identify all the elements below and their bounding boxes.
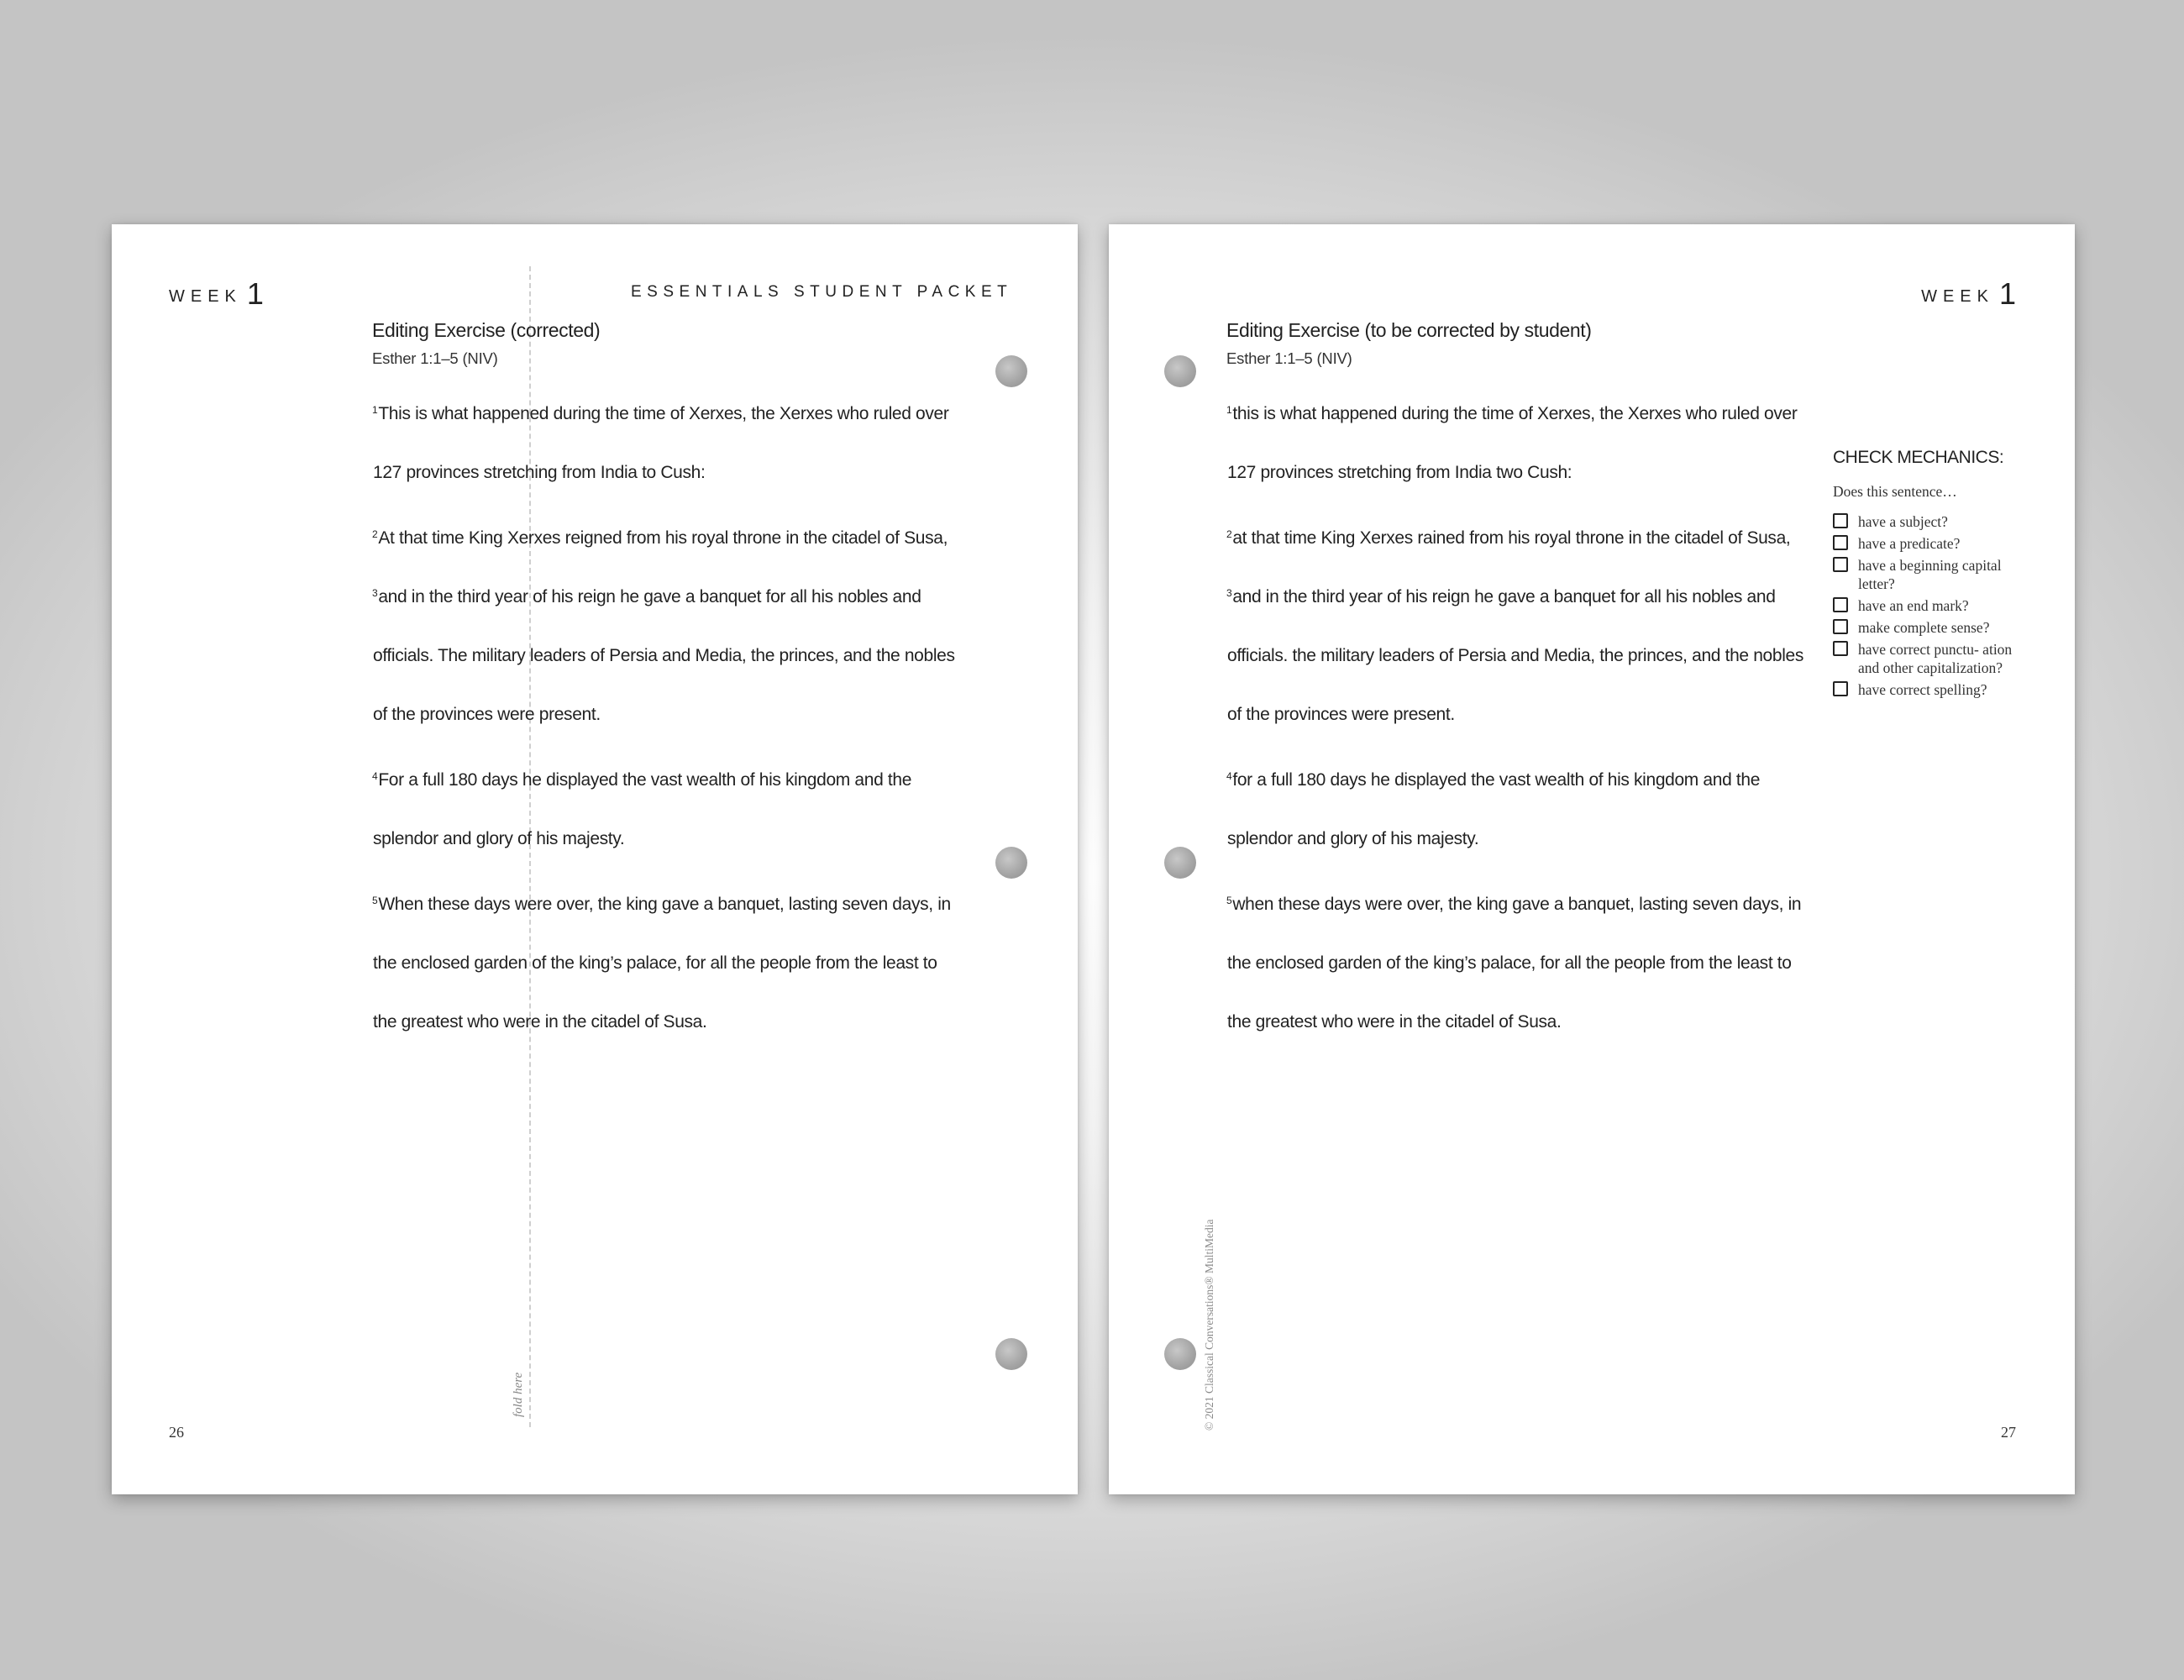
checkbox[interactable]: [1833, 597, 1848, 612]
verse-text: splendor and glory of his majesty.: [373, 829, 625, 848]
left-page: [112, 224, 1078, 1494]
verse-number: 3: [372, 587, 378, 599]
checkbox[interactable]: [1833, 681, 1848, 696]
punch-hole: [995, 847, 1027, 879]
verse-number: 2: [372, 528, 378, 540]
verse-number: 3: [1226, 587, 1232, 599]
week-heading: [169, 276, 264, 312]
checklist-item[interactable]: [1833, 596, 2060, 615]
right-page: [1109, 224, 2075, 1494]
verse-line: [372, 580, 1027, 639]
verse-line: [372, 456, 1027, 515]
verse-number: 4: [372, 770, 378, 782]
verse-line: [372, 888, 1027, 947]
checklist-label: have a predicate?: [1858, 535, 1961, 552]
verse-text: officials. The military leaders of Persia and Media, the princes, and the nobles: [373, 646, 955, 665]
verse-line: [1226, 639, 1882, 698]
verse-line: [1226, 1005, 1882, 1064]
verse-text: of the provinces were present.: [1227, 705, 1455, 724]
verse-text: the enclosed garden of the king’s palace, for all the people from the least to: [1227, 953, 1792, 973]
verse-line: [372, 822, 1027, 881]
verse-line: [372, 522, 1027, 580]
exercise-corrected: [372, 317, 1027, 1064]
verse-number: 5: [1226, 895, 1232, 906]
verse-line: [1226, 580, 1882, 639]
verse-number: 4: [1226, 770, 1232, 782]
verse-text: officials. the military leaders of Persia and Media, the princes, and the nobles: [1227, 646, 1804, 665]
punch-hole: [995, 1338, 1027, 1370]
checkbox[interactable]: [1833, 619, 1848, 634]
verse-line: [1226, 822, 1882, 881]
checklist-item[interactable]: [1833, 512, 2060, 531]
verse-text: At that time King Xerxes reigned from his royal throne in the citadel of Susa,: [378, 528, 948, 548]
verse-text: the greatest who were in the citadel of Susa.: [1227, 1012, 1562, 1032]
verse-text: 127 provinces stretching from India two Cush:: [1227, 463, 1572, 482]
verse-line: [1226, 698, 1882, 757]
punch-hole: [1164, 355, 1196, 387]
week-heading: [1921, 276, 2016, 312]
verse-line: [372, 764, 1027, 822]
verse-text: and in the third year of his reign he gave a banquet for all his nobles and: [1232, 587, 1776, 606]
week-number: 1: [1998, 276, 2016, 311]
checklist-label: make complete sense?: [1858, 619, 1990, 636]
verse-text: of the provinces were present.: [373, 705, 601, 724]
checkbox[interactable]: [1833, 557, 1848, 572]
checklist-label: have a subject?: [1858, 513, 1948, 530]
page-number: 27: [2001, 1424, 2016, 1441]
checkbox[interactable]: [1833, 535, 1848, 550]
verse-text: 127 provinces stretching from India to Cush:: [373, 463, 706, 482]
checklist-label: have an end mark?: [1858, 597, 1969, 614]
week-label: WEEK: [1921, 287, 1994, 306]
verse-block: [1226, 397, 1882, 1064]
checklist: [1833, 512, 2060, 699]
checkbox[interactable]: [1833, 641, 1848, 656]
verse-text: at that time King Xerxes rained from his royal throne in the citadel of Susa,: [1232, 528, 1791, 548]
verse-line: [372, 698, 1027, 757]
check-mechanics-subtitle: Does this sentence…: [1833, 483, 1957, 500]
verse-number: 2: [1226, 528, 1232, 540]
verse-line: [1226, 888, 1882, 947]
punch-hole: [1164, 1338, 1196, 1370]
checklist-label: have correct punctu- ation and other capitalization?: [1858, 641, 2013, 676]
scripture-reference: Esther 1:1–5 (NIV): [372, 349, 498, 367]
checklist-item[interactable]: [1833, 556, 2060, 593]
check-mechanics-panel: [1833, 448, 2060, 702]
verse-text: splendor and glory of his majesty.: [1227, 829, 1479, 848]
exercise-title: Editing Exercise (corrected): [372, 319, 601, 341]
verse-text: the greatest who were in the citadel of Susa.: [373, 1012, 707, 1032]
verse-line: [1226, 397, 1882, 456]
week-label: WEEK: [169, 287, 242, 306]
checklist-label: have a beginning capital letter?: [1858, 557, 2002, 592]
packet-title: ESSENTIALS STUDENT PACKET: [631, 283, 1013, 301]
verse-line: [1226, 522, 1882, 580]
verse-line: [372, 397, 1027, 456]
checklist-item[interactable]: [1833, 534, 2060, 553]
verse-text: When these days were over, the king gave a banquet, lasting seven days, in: [378, 895, 951, 914]
verse-line: [372, 1005, 1027, 1064]
checklist-item[interactable]: [1833, 640, 2060, 677]
verse-text: and in the third year of his reign he gave a banquet for all his nobles and: [378, 587, 921, 606]
copyright-notice: © 2021 Classical Conversations® MultiMedia: [1203, 1219, 1215, 1431]
verse-text: For a full 180 days he displayed the vast wealth of his kingdom and the: [378, 770, 912, 790]
verse-text: the enclosed garden of the king’s palace, for all the people from the least to: [373, 953, 937, 973]
verse-number: 5: [372, 895, 378, 906]
checklist-item[interactable]: [1833, 618, 2060, 637]
verse-text: This is what happened during the time of Xerxes, the Xerxes who ruled over: [378, 404, 949, 423]
punch-hole: [995, 355, 1027, 387]
check-mechanics-title: CHECK MECHANICS:: [1833, 448, 2004, 467]
verse-text: this is what happened during the time of Xerxes, the Xerxes who ruled over: [1232, 404, 1798, 423]
verse-line: [372, 947, 1027, 1005]
scripture-reference: Esther 1:1–5 (NIV): [1226, 349, 1352, 367]
punch-hole: [1164, 847, 1196, 879]
week-number: 1: [246, 276, 264, 311]
verse-line: [1226, 456, 1882, 515]
checkbox[interactable]: [1833, 513, 1848, 528]
verse-number: 1: [372, 404, 378, 416]
exercise-title: Editing Exercise (to be corrected by student): [1226, 319, 1592, 341]
verse-line: [372, 639, 1027, 698]
checklist-item[interactable]: [1833, 680, 2060, 699]
verse-text: when these days were over, the king gave a banquet, lasting seven days, in: [1232, 895, 1802, 914]
verse-block: [372, 397, 1027, 1064]
verse-text: for a full 180 days he displayed the vast wealth of his kingdom and the: [1232, 770, 1761, 790]
verse-line: [1226, 947, 1882, 1005]
fold-label: fold here: [512, 1372, 525, 1417]
verse-line: [1226, 764, 1882, 822]
checklist-label: have correct spelling?: [1858, 681, 1987, 698]
verse-number: 1: [1226, 404, 1232, 416]
exercise-uncorrected: [1226, 317, 1882, 1064]
page-number: 26: [169, 1424, 184, 1441]
